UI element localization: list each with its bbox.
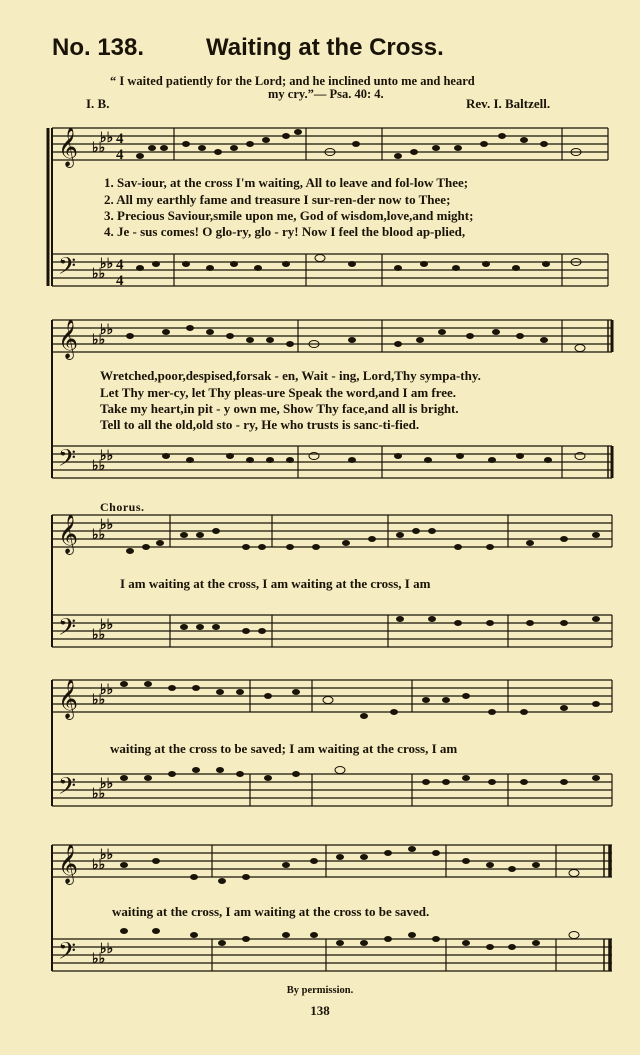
svg-text:♭♭: ♭♭: [100, 323, 114, 338]
chorus-label: Chorus.: [100, 500, 145, 514]
svg-text:𝄞: 𝄞: [58, 516, 79, 553]
chorus-line-3: waiting at the cross, I am waiting at the cross to be saved.: [112, 904, 430, 919]
svg-text:4: 4: [116, 273, 124, 289]
svg-text:𝄞: 𝄞: [58, 681, 79, 718]
svg-text:𝄢: 𝄢: [58, 254, 77, 285]
svg-text:♭♭: ♭♭: [92, 459, 106, 474]
verse-line-4b: Tell to all the old,old sto - ry, He who trusts is sanc-ti-fied.: [100, 417, 420, 432]
verse-line-3a: 3. Precious Saviour,smile upon me, God of wisdom,love,and might;: [104, 208, 474, 223]
svg-text:4: 4: [116, 131, 124, 147]
hymn-number: No. 138.: [52, 34, 145, 61]
svg-text:♭♭: ♭♭: [92, 528, 106, 543]
verse-line-2b: Let Thy mer-cy, let Thy pleas-ure Speak the word,and I am free.: [100, 385, 457, 400]
svg-text:𝄢: 𝄢: [58, 774, 77, 805]
svg-text:𝄞: 𝄞: [58, 846, 79, 883]
page-number: 138: [310, 1003, 330, 1018]
svg-text:♭♭: ♭♭: [100, 618, 114, 633]
svg-text:♭♭: ♭♭: [100, 131, 114, 146]
svg-text:𝄞: 𝄞: [58, 321, 79, 358]
hymn-title: Waiting at the Cross.: [206, 34, 444, 61]
permission-note: By permission.: [286, 985, 354, 996]
svg-text:𝄢: 𝄢: [58, 939, 77, 970]
verse-line-2a: 2. All my earthly fame and treasure I sur-ren-der now to Thee;: [104, 192, 451, 207]
verse-line-4a: 4. Je - sus comes! O glo-ry, glo - ry! Now I feel the blood ap-plied,: [104, 224, 466, 239]
svg-text:♭♭: ♭♭: [100, 848, 114, 863]
epigraph-line-1: “ I waited patiently for the Lord; and he inclined unto me and heard: [110, 74, 475, 88]
chorus-line-2: waiting at the cross to be saved; I am waiting at the cross, I am: [110, 741, 458, 756]
svg-text:♭♭: ♭♭: [100, 257, 114, 272]
svg-text:♭♭: ♭♭: [92, 141, 106, 156]
composer-credit: Rev. I. Baltzell.: [466, 96, 551, 111]
verse-line-3b: Take my heart,in pit - y own me, Show Thy face,and all is bright.: [100, 401, 459, 416]
verse-line-1b: Wretched,poor,despised,forsak - en, Wait - ing, Lord,Thy sympa-thy.: [100, 368, 481, 383]
svg-text:♭♭: ♭♭: [92, 858, 106, 873]
verse-line-1a: 1. Sav-iour, at the cross I'm waiting, All to leave and fol-low Thee;: [104, 175, 469, 190]
svg-text:♭♭: ♭♭: [100, 449, 114, 464]
svg-text:𝄞: 𝄞: [58, 129, 79, 166]
svg-text:♭♭: ♭♭: [100, 942, 114, 957]
svg-text:♭♭: ♭♭: [92, 333, 106, 348]
svg-text:♭♭: ♭♭: [92, 787, 106, 802]
svg-text:♭♭: ♭♭: [100, 777, 114, 792]
svg-text:♭♭: ♭♭: [92, 628, 106, 643]
svg-text:𝄢: 𝄢: [58, 615, 77, 646]
epigraph-line-2: my cry.”— Psa. 40: 4.: [268, 87, 384, 101]
lyricist-credit: I. B.: [86, 96, 110, 111]
chorus-line-1: I am waiting at the cross, I am waiting at the cross, I am: [120, 576, 431, 591]
svg-text:♭♭: ♭♭: [92, 267, 106, 282]
svg-text:♭♭: ♭♭: [100, 683, 114, 698]
svg-text:♭♭: ♭♭: [92, 693, 106, 708]
svg-text:4: 4: [116, 257, 124, 273]
svg-text:4: 4: [116, 147, 124, 163]
svg-text:♭♭: ♭♭: [92, 952, 106, 967]
svg-text:♭♭: ♭♭: [100, 518, 114, 533]
svg-text:𝄢: 𝄢: [58, 446, 77, 477]
